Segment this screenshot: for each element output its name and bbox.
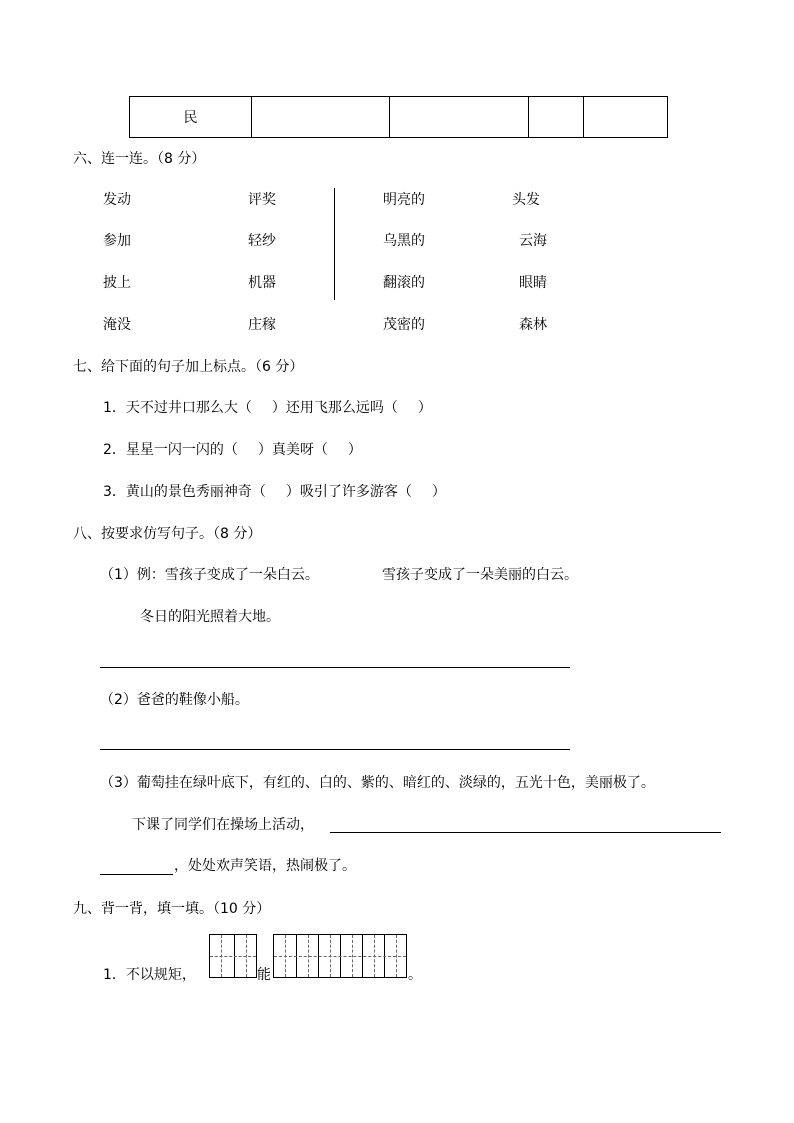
match-word[interactable]: 淹没 (103, 317, 131, 333)
item-number: 3． (103, 484, 126, 500)
character-grid[interactable] (209, 934, 257, 978)
table-cell[interactable] (390, 97, 529, 138)
match-word[interactable]: 庄稼 (248, 317, 276, 333)
match-word[interactable]: 云海 (519, 233, 547, 249)
section-7-title: 七、给下面的句子加上标点。（6 分） (73, 359, 304, 375)
match-word[interactable]: 翻滚的 (383, 275, 425, 291)
example-sentence: 葡萄挂在绿叶底下，有红的、白的、紫的、暗红的、淡绿的，五光十色，美丽极了。 (136, 775, 655, 791)
punctuation-item (103, 441, 362, 459)
character-grid[interactable] (273, 934, 407, 978)
match-word[interactable]: 头发 (512, 192, 540, 208)
punctuation-item (103, 399, 432, 417)
item-number: 1． (103, 967, 126, 983)
match-word[interactable]: 参加 (103, 233, 131, 249)
table-cell[interactable] (584, 97, 668, 138)
table-cell[interactable] (529, 97, 584, 138)
sentence-part: ） (417, 400, 432, 416)
sentence-part: 星星一闪一闪的（ (125, 442, 238, 458)
answer-line[interactable] (100, 667, 570, 668)
match-word[interactable]: 轻纱 (248, 233, 276, 249)
sentence-part: 天不过井口那么大（ (125, 400, 252, 416)
example-answer: 雪孩子变成了一朵美丽的白云。 (382, 567, 578, 583)
sentence-part: ）还用飞那么远吗（ (271, 400, 398, 416)
q1-prompt: 冬日的阳光照着大地。 (140, 609, 280, 625)
column-divider (334, 188, 335, 300)
item-number: （3） (100, 775, 137, 791)
match-word[interactable]: 明亮的 (383, 192, 425, 208)
q2-prompt (100, 691, 249, 709)
example-sentence: 例：雪孩子变成了一朵白云。 (136, 567, 319, 583)
match-word[interactable]: 眼睛 (519, 275, 547, 291)
item-number: 1． (103, 400, 126, 416)
q1-example (100, 566, 319, 584)
item-number: （2） (100, 692, 137, 708)
q3-line2: ，处处欢声笑语，热闹极了。 (174, 858, 356, 874)
section-8-title: 八、按要求仿写句子。（8 分） (73, 526, 262, 542)
match-word[interactable]: 茂密的 (383, 317, 425, 333)
table-cell[interactable] (252, 97, 390, 138)
recite-end: 。 (408, 967, 422, 983)
answer-line[interactable] (100, 749, 570, 750)
section-6-title: 六、连一连。（8 分） (73, 151, 206, 167)
sentence-part: ）吸引了许多游客（ (285, 484, 412, 500)
sentence-part: ） (347, 442, 362, 458)
recite-text: 不以规矩， (125, 967, 196, 983)
answer-line[interactable] (100, 874, 173, 875)
match-word[interactable]: 森林 (519, 317, 547, 333)
recite-connector: 能 (257, 967, 271, 983)
sentence-part: 黄山的景色秀丽神奇（ (125, 484, 266, 500)
recite-item (103, 966, 196, 984)
match-word[interactable]: 发动 (103, 192, 131, 208)
sentence-part: ） (431, 484, 446, 500)
item-number: （1） (100, 567, 137, 583)
punctuation-item (103, 483, 446, 501)
match-word[interactable]: 披上 (103, 275, 131, 291)
answer-line[interactable] (330, 832, 721, 833)
match-word[interactable]: 乌黑的 (383, 233, 425, 249)
match-word[interactable]: 机器 (248, 275, 276, 291)
q3-line1: 下课了同学们在操场上活动， (132, 817, 314, 833)
table-cell: 民 (130, 97, 252, 138)
q3-example (100, 774, 655, 792)
answer-table (129, 96, 668, 138)
item-number: 2． (103, 442, 126, 458)
table-row (130, 97, 668, 138)
section-9-title: 九、背一背，填一填。（10 分） (73, 901, 271, 917)
prompt-sentence: 爸爸的鞋像小船。 (136, 692, 249, 708)
match-word[interactable]: 评奖 (248, 192, 276, 208)
sentence-part: ）真美呀（ (257, 442, 328, 458)
